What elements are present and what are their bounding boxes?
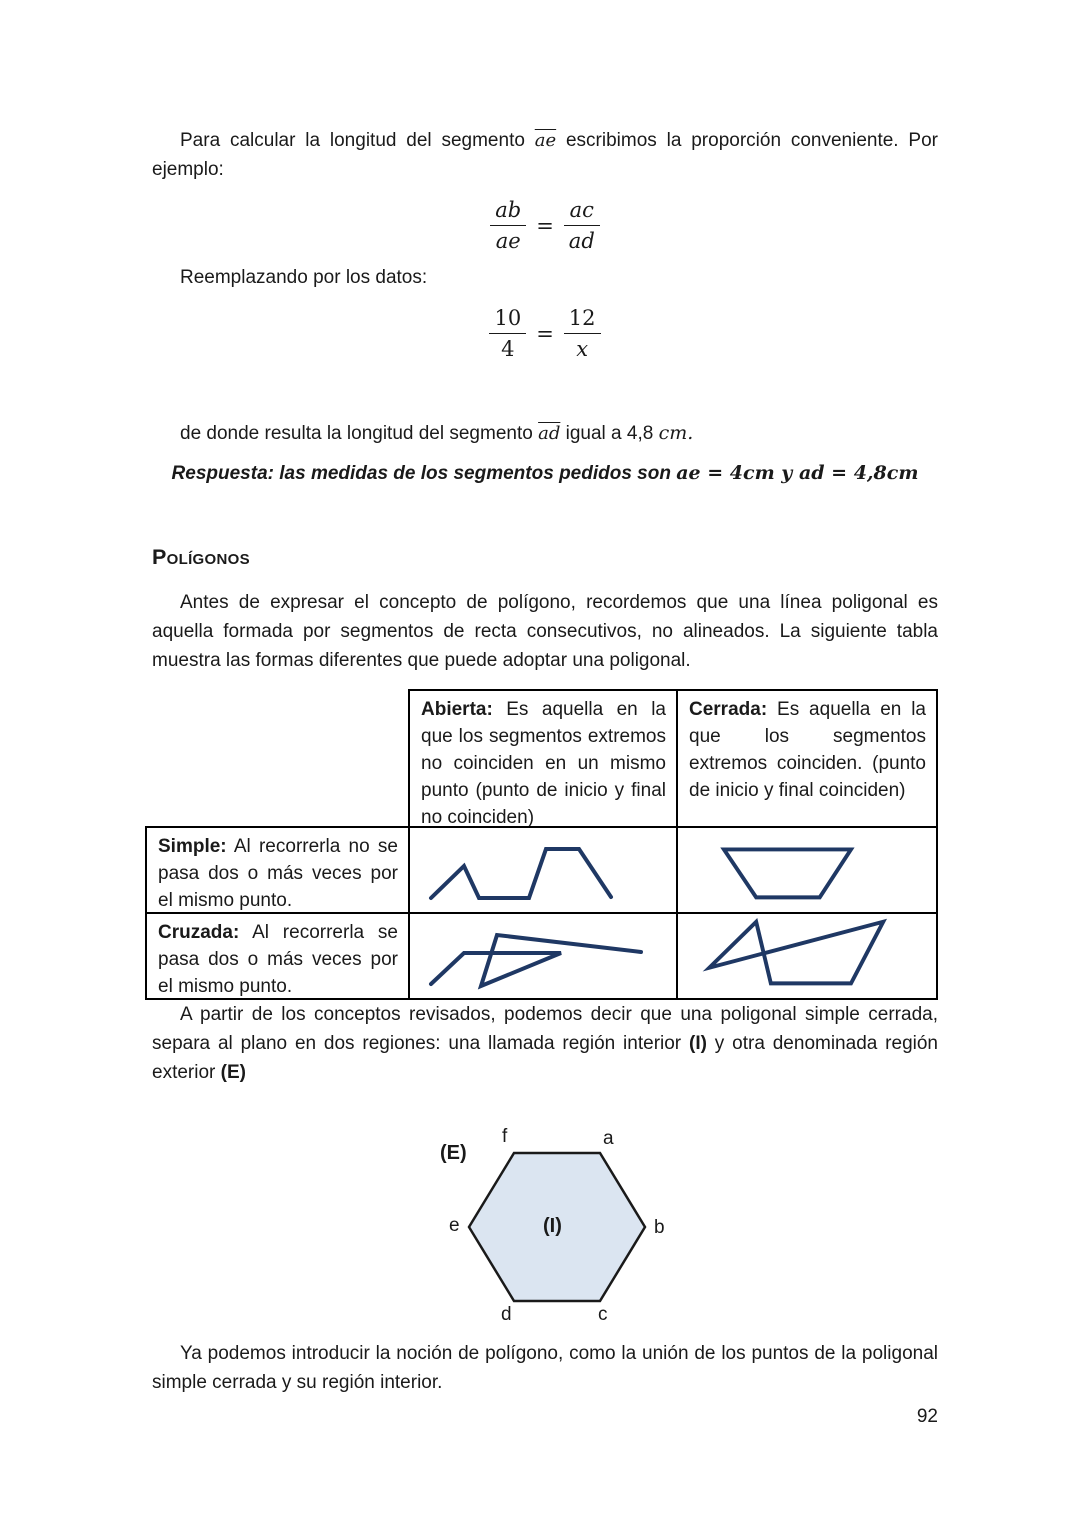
abierta-text: Es aquella en la que los segmentos extremos no coinciden en un mismo punto (punto de inicio y final no coinciden) (421, 698, 666, 828)
polygonal-types-table (145, 689, 938, 1000)
intro-text-post: escribimos la proporción conveniente. Por ejemplo: (152, 130, 938, 180)
closed-crossed-polygon (709, 922, 883, 984)
open-simple-polyline-drawing (410, 828, 676, 912)
closing-paragraph: Ya podemos introducir la noción de polígono, como la unión de los puntos de la poligonal simple cerrada y su región interior. (152, 1342, 938, 1393)
page-number: 92 (916, 1406, 938, 1427)
regions-paragraph (152, 1000, 938, 1087)
answer-line (152, 462, 938, 485)
replace-label: Reemplazando por los datos: (180, 267, 428, 288)
denominator-ae: ae (495, 229, 521, 253)
result-text-mid: igual a 4,8 (560, 423, 659, 444)
open-crossed-polyline-drawing (410, 914, 676, 998)
numerator-ab: ab (490, 198, 526, 226)
regions-text-2: y otra denominada región exterior (152, 1032, 939, 1083)
table-cell-cruzada-cerrada (676, 912, 938, 1000)
cerrada-text: Es aquella en la que los segmentos extremos coinciden. (punto de inicio y final coinciden) (689, 698, 926, 801)
vertex-label-e: e (449, 1214, 460, 1236)
answer-text: las medidas de los segmentos pedidos son (273, 463, 677, 484)
segment-ad-overline: $\overline{ad}$ (538, 423, 561, 444)
answer-math: ae = 4cm y ad = 4,8cm (676, 462, 919, 484)
table-cell-empty (145, 689, 408, 826)
closed-simple-trapezoid-drawing (678, 828, 936, 912)
result-text-pre: de donde resulta la longitud del segmento (180, 423, 539, 444)
polygons-intro-paragraph: Antes de expresar el concepto de polígono, recordemos que una línea poligonal es aquella formada por segmentos de recta consecutivos, no alineados. La siguiente tabla muestra las formas diferentes que puede adoptar una poligonal. (152, 591, 938, 671)
intro-paragraph (152, 126, 938, 184)
proportion-formula (152, 198, 938, 253)
vertex-label-d: d (501, 1303, 512, 1325)
answer-label: Respuesta: (171, 463, 274, 484)
fraction-12-x (564, 306, 601, 361)
numerator-10: 10 (489, 306, 526, 334)
result-paragraph (152, 419, 938, 448)
exterior-region-label: (E) (440, 1141, 467, 1164)
denominator-ad: ad (568, 229, 595, 253)
closed-simple-trapezoid (724, 849, 851, 897)
fraction-ab-ae (490, 198, 526, 253)
equals-sign: = (536, 321, 554, 346)
vertex-label-a: a (603, 1127, 614, 1149)
values-formula (152, 306, 938, 361)
exterior-region-symbol: (E) (220, 1061, 246, 1083)
fraction-10-4 (489, 306, 526, 361)
vertex-label-c: c (598, 1303, 608, 1325)
fraction-ac-ad (564, 198, 600, 253)
segment-ae-overline: $\overline{ae}$ (534, 130, 557, 151)
table-row-cruzada-label (145, 912, 408, 1000)
table-cell-cruzada-abierta (408, 912, 676, 1000)
cruzada-label: Cruzada: (158, 921, 240, 943)
section-heading-poligonos: Polígonos (152, 545, 250, 569)
open-crossed-polyline (431, 935, 641, 986)
numerator-12: 12 (564, 306, 601, 334)
vertex-label-b: b (654, 1216, 665, 1238)
intro-text-pre: Para calcular la longitud del segmento (180, 130, 535, 151)
table-row-simple-label (145, 826, 408, 912)
closed-crossed-polygon-drawing (678, 914, 936, 998)
vertex-label-f: f (502, 1125, 508, 1147)
abierta-label: Abierta: (421, 698, 493, 720)
interior-region-symbol: (I) (689, 1032, 707, 1054)
numerator-ac: ac (564, 198, 600, 226)
denominator-4: 4 (501, 337, 515, 361)
hexagon-figure (402, 1121, 742, 1339)
table-cell-simple-abierta (408, 826, 676, 912)
table-header-cerrada (676, 689, 938, 826)
simple-text: Al recorrerla no se pasa dos o más veces por el mismo punto. (158, 835, 398, 911)
denominator-x: x (576, 337, 589, 361)
table-header-abierta (408, 689, 676, 826)
equals-sign: = (536, 213, 554, 238)
unit-cm: cm. (658, 422, 694, 444)
open-simple-polyline (431, 849, 611, 898)
table-cell-simple-cerrada (676, 826, 938, 912)
page-content (152, 0, 938, 1397)
interior-region-label: (I) (543, 1214, 562, 1237)
simple-label: Simple: (158, 835, 227, 857)
regions-text-1: A partir de los conceptos revisados, podemos decir que una poligonal simple cerrada, separa al plano en dos regiones: una llamada región interior (152, 1003, 938, 1054)
cruzada-text: Al recorrerla se pasa dos o más veces por el mismo punto. (158, 921, 398, 997)
cerrada-label: Cerrada: (689, 698, 768, 720)
